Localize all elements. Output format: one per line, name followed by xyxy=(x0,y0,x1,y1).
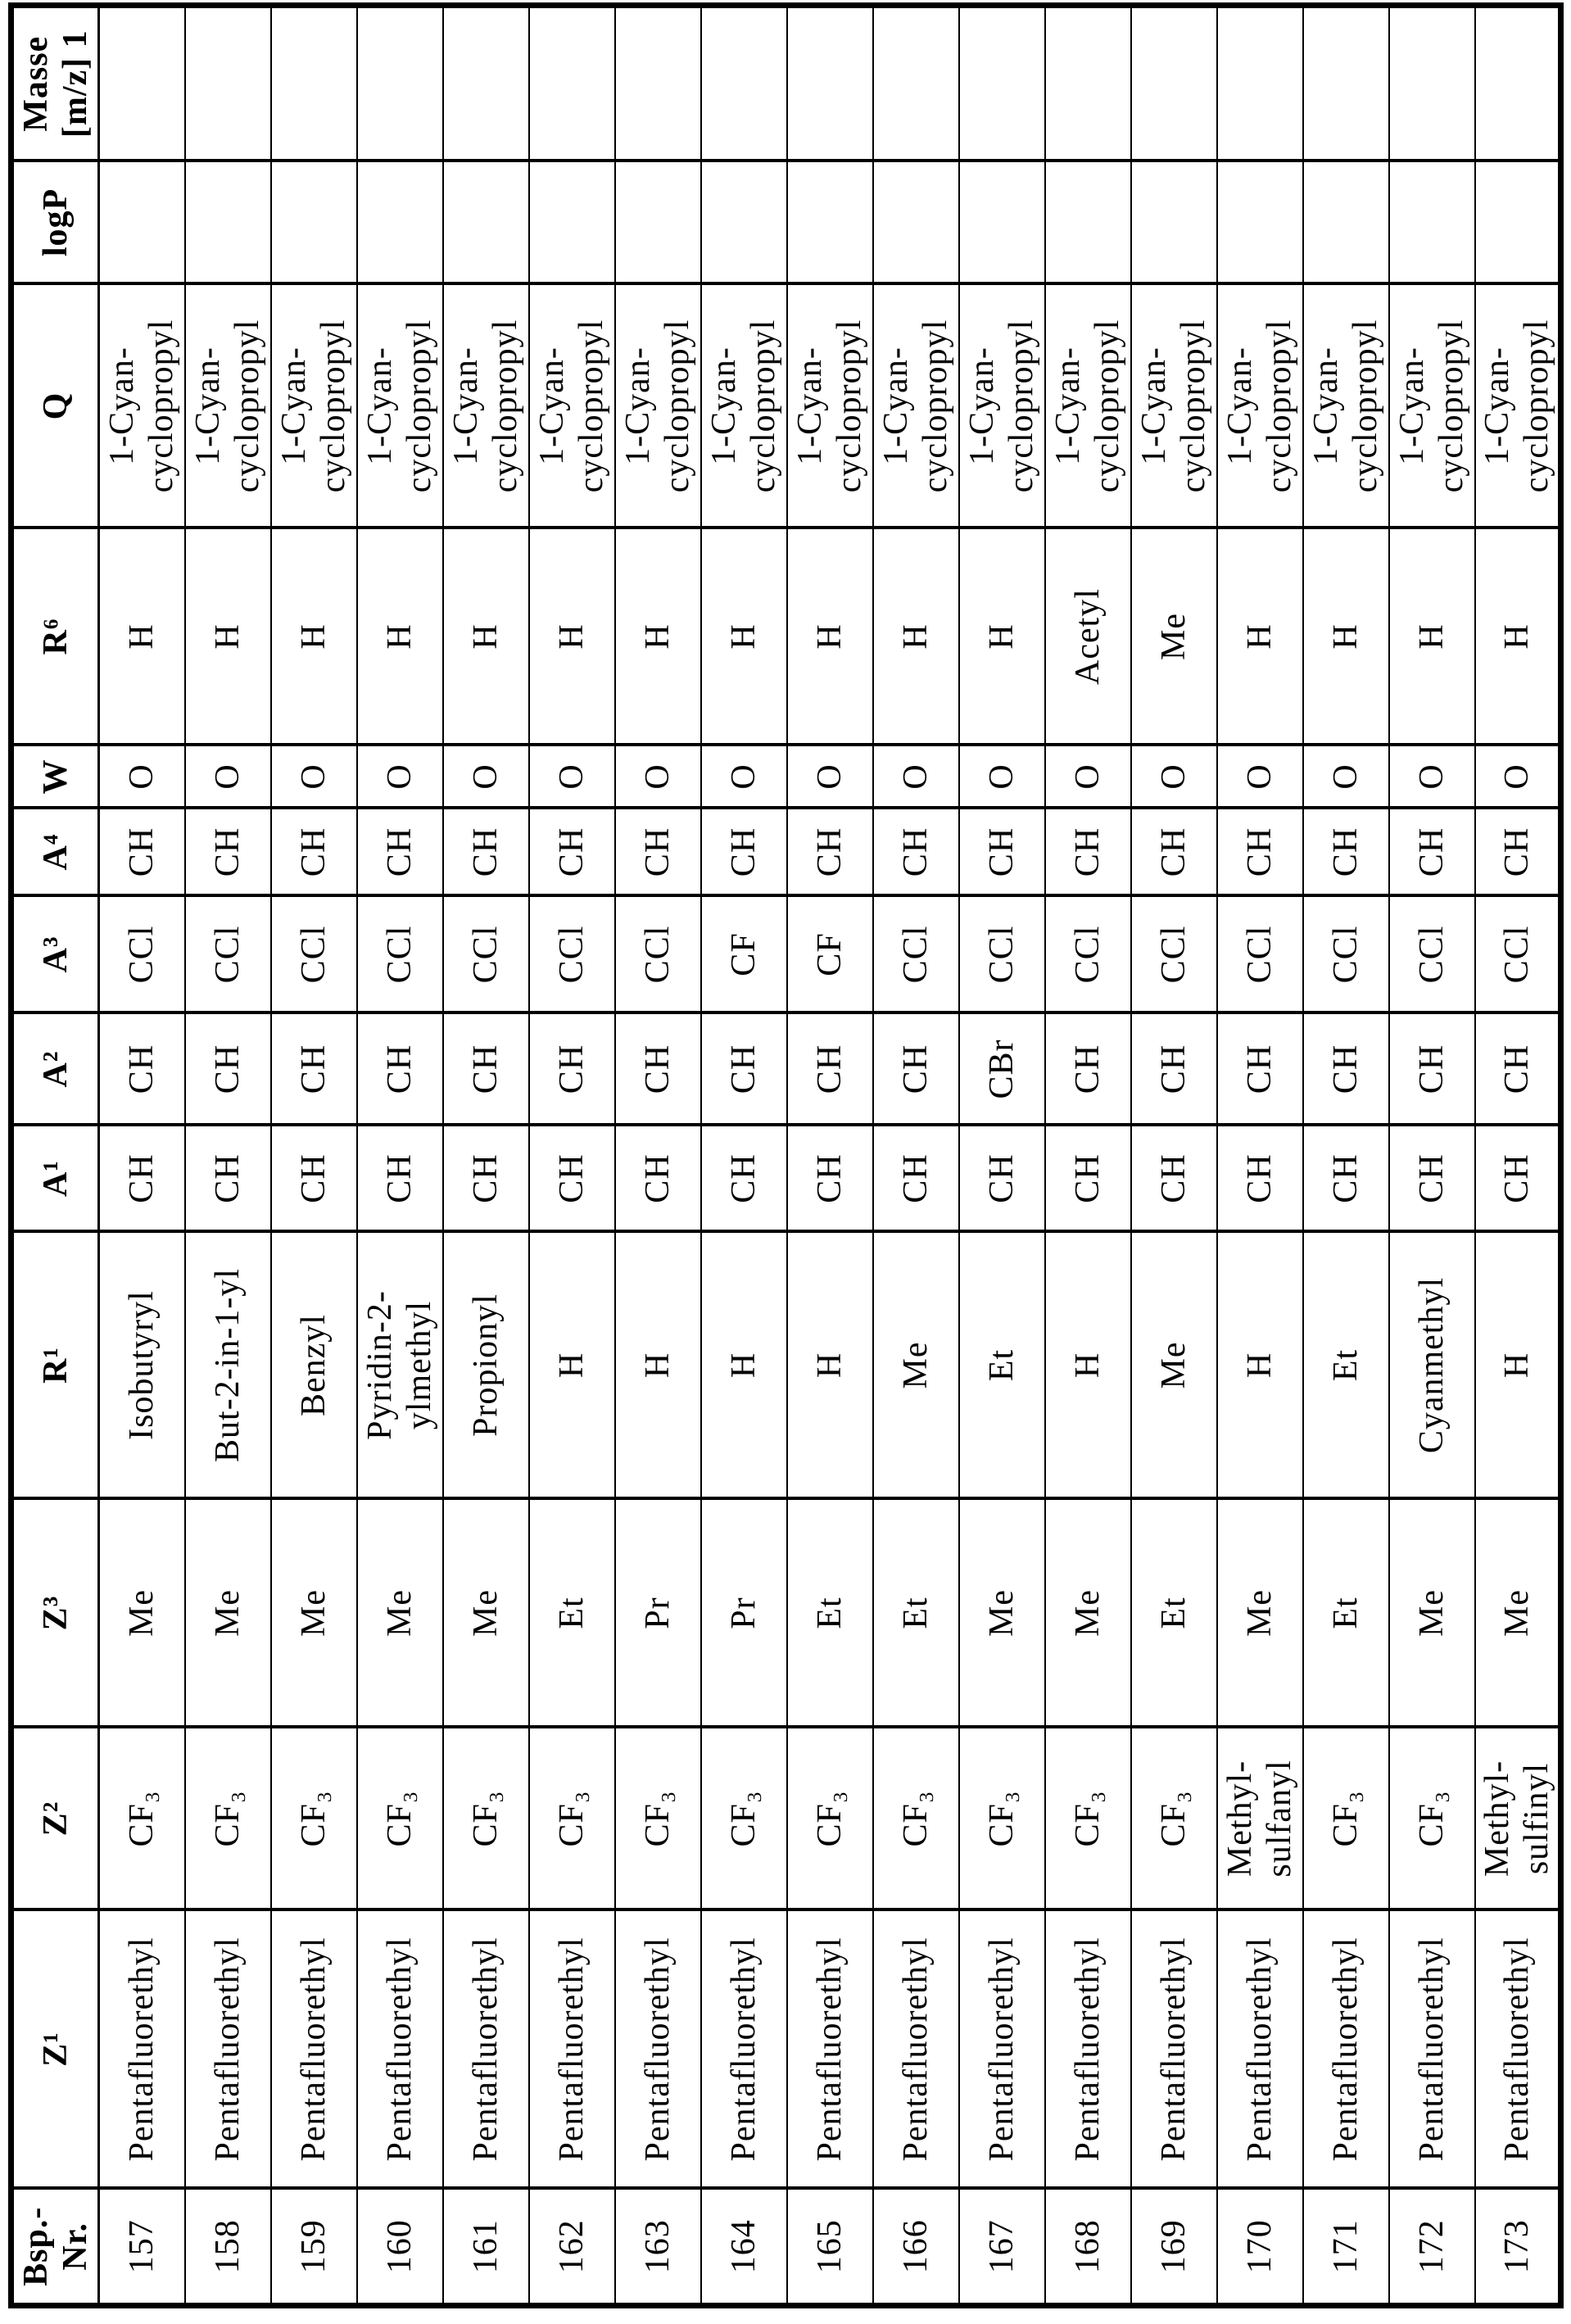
column-header-r6: R⁶ xyxy=(11,528,99,745)
cell-a3: CCl xyxy=(873,896,959,1013)
cell-a1: CH xyxy=(1389,1126,1475,1232)
cell-r1: H xyxy=(1217,1232,1303,1499)
cell-logp xyxy=(357,161,443,284)
cell-a3: CCl xyxy=(443,896,529,1013)
cell-r1: Benzyl xyxy=(271,1232,357,1499)
cell-a2: CH xyxy=(1303,1013,1389,1126)
cell-masse xyxy=(873,6,959,161)
cell-z2: CF₃ xyxy=(271,1728,357,1910)
column-header-z2: Z² xyxy=(11,1728,99,1910)
cell-a3: CCl xyxy=(99,896,185,1013)
cell-z3: Pr xyxy=(701,1499,787,1728)
cell-a2: CH xyxy=(443,1013,529,1126)
column-header-masse: Masse [m/z] 1 xyxy=(11,6,99,161)
cell-q: 1-Cyan- cyclopropyl xyxy=(959,284,1045,528)
cell-w: O xyxy=(959,745,1045,809)
cell-z3: Pr xyxy=(615,1499,701,1728)
cell-logp xyxy=(1303,161,1389,284)
cell-masse xyxy=(1045,6,1131,161)
cell-w: O xyxy=(271,745,357,809)
cell-a4: CH xyxy=(271,809,357,896)
column-header-a4: A⁴ xyxy=(11,809,99,896)
cell-a1: CH xyxy=(1217,1126,1303,1232)
cell-z2: CF₃ xyxy=(701,1728,787,1910)
cell-bsp: 157 xyxy=(99,2189,185,2306)
table-row xyxy=(615,6,701,2306)
cell-a2: CH xyxy=(185,1013,271,1126)
cell-a1: CH xyxy=(615,1126,701,1232)
table-row xyxy=(529,6,615,2306)
cell-q: 1-Cyan- cyclopropyl xyxy=(1045,284,1131,528)
cell-r6: H xyxy=(1303,528,1389,745)
cell-logp xyxy=(1045,161,1131,284)
cell-masse xyxy=(185,6,271,161)
cell-w: O xyxy=(615,745,701,809)
cell-q: 1-Cyan- cyclopropyl xyxy=(1475,284,1561,528)
cell-logp xyxy=(615,161,701,284)
cell-z2: CF₃ xyxy=(1131,1728,1217,1910)
cell-a2: CH xyxy=(701,1013,787,1126)
cell-r6: H xyxy=(271,528,357,745)
cell-a4: CH xyxy=(443,809,529,896)
cell-masse xyxy=(443,6,529,161)
cell-r1: H xyxy=(529,1232,615,1499)
header-row xyxy=(11,6,99,2306)
table-row xyxy=(1045,6,1131,2306)
cell-a2: CH xyxy=(271,1013,357,1126)
cell-z2: CF₃ xyxy=(99,1728,185,1910)
cell-a3: CCl xyxy=(615,896,701,1013)
cell-a1: CH xyxy=(787,1126,873,1232)
table-row xyxy=(959,6,1045,2306)
cell-z3: Me xyxy=(1475,1499,1561,1728)
table-row xyxy=(1475,6,1561,2306)
cell-z3: Et xyxy=(1303,1499,1389,1728)
cell-a3: CCl xyxy=(1131,896,1217,1013)
cell-z3: Me xyxy=(185,1499,271,1728)
column-header-a2: A² xyxy=(11,1013,99,1126)
cell-logp xyxy=(1131,161,1217,284)
cell-logp xyxy=(1217,161,1303,284)
cell-bsp: 164 xyxy=(701,2189,787,2306)
cell-r6: H xyxy=(443,528,529,745)
cell-r6: H xyxy=(615,528,701,745)
cell-r6: H xyxy=(873,528,959,745)
cell-z1: Pentafluorethyl xyxy=(99,1910,185,2189)
cell-w: O xyxy=(701,745,787,809)
cell-masse xyxy=(357,6,443,161)
table-row xyxy=(271,6,357,2306)
cell-bsp: 173 xyxy=(1475,2189,1561,2306)
cell-logp xyxy=(873,161,959,284)
cell-masse xyxy=(529,6,615,161)
cell-a4: CH xyxy=(873,809,959,896)
cell-z3: Et xyxy=(787,1499,873,1728)
cell-w: O xyxy=(873,745,959,809)
cell-logp xyxy=(787,161,873,284)
cell-a4: CH xyxy=(1303,809,1389,896)
cell-a3: CF xyxy=(787,896,873,1013)
cell-a3: CCl xyxy=(185,896,271,1013)
cell-z3: Et xyxy=(1131,1499,1217,1728)
cell-a3: CCl xyxy=(529,896,615,1013)
cell-r6: H xyxy=(1475,528,1561,745)
cell-a1: CH xyxy=(99,1126,185,1232)
cell-q: 1-Cyan- cyclopropyl xyxy=(787,284,873,528)
cell-a1: CH xyxy=(1045,1126,1131,1232)
compound-table xyxy=(8,2,1564,2308)
cell-z2: CF₃ xyxy=(1389,1728,1475,1910)
cell-a4: CH xyxy=(529,809,615,896)
cell-a2: CH xyxy=(99,1013,185,1126)
rotated-table-wrapper xyxy=(8,8,1563,2308)
cell-z1: Pentafluorethyl xyxy=(1131,1910,1217,2189)
table-row xyxy=(357,6,443,2306)
cell-r1: H xyxy=(615,1232,701,1499)
cell-r1: Pyridin-2- ylmethyl xyxy=(357,1232,443,1499)
cell-r1: Cyanmethyl xyxy=(1389,1232,1475,1499)
cell-r1: Et xyxy=(1303,1232,1389,1499)
cell-a3: CCl xyxy=(271,896,357,1013)
column-header-a1: A¹ xyxy=(11,1126,99,1232)
cell-r6: H xyxy=(1217,528,1303,745)
cell-bsp: 163 xyxy=(615,2189,701,2306)
cell-a3: CF xyxy=(701,896,787,1013)
cell-w: O xyxy=(99,745,185,809)
cell-q: 1-Cyan- cyclopropyl xyxy=(99,284,185,528)
cell-z1: Pentafluorethyl xyxy=(357,1910,443,2189)
cell-a1: CH xyxy=(185,1126,271,1232)
cell-q: 1-Cyan- cyclopropyl xyxy=(1217,284,1303,528)
cell-masse xyxy=(271,6,357,161)
cell-w: O xyxy=(1131,745,1217,809)
cell-z1: Pentafluorethyl xyxy=(1303,1910,1389,2189)
cell-q: 1-Cyan- cyclopropyl xyxy=(1131,284,1217,528)
cell-a4: CH xyxy=(1389,809,1475,896)
cell-z1: Pentafluorethyl xyxy=(873,1910,959,2189)
cell-z1: Pentafluorethyl xyxy=(1045,1910,1131,2189)
cell-r6: H xyxy=(701,528,787,745)
table-row xyxy=(873,6,959,2306)
cell-z3: Et xyxy=(873,1499,959,1728)
table-row xyxy=(185,6,271,2306)
cell-w: O xyxy=(1217,745,1303,809)
cell-a4: CH xyxy=(701,809,787,896)
cell-r1: Et xyxy=(959,1232,1045,1499)
cell-bsp: 161 xyxy=(443,2189,529,2306)
cell-w: O xyxy=(185,745,271,809)
cell-bsp: 167 xyxy=(959,2189,1045,2306)
cell-logp xyxy=(185,161,271,284)
cell-masse xyxy=(959,6,1045,161)
cell-w: O xyxy=(787,745,873,809)
cell-a4: CH xyxy=(959,809,1045,896)
cell-a4: CH xyxy=(185,809,271,896)
cell-z3: Et xyxy=(529,1499,615,1728)
cell-a4: CH xyxy=(1131,809,1217,896)
cell-z1: Pentafluorethyl xyxy=(1475,1910,1561,2189)
cell-a4: CH xyxy=(1475,809,1561,896)
cell-logp xyxy=(1389,161,1475,284)
cell-logp xyxy=(1475,161,1561,284)
cell-r6: H xyxy=(99,528,185,745)
cell-bsp: 168 xyxy=(1045,2189,1131,2306)
cell-logp xyxy=(701,161,787,284)
cell-bsp: 160 xyxy=(357,2189,443,2306)
cell-a3: CCl xyxy=(1045,896,1131,1013)
cell-a2: CH xyxy=(1045,1013,1131,1126)
table-row xyxy=(1389,6,1475,2306)
cell-a4: CH xyxy=(615,809,701,896)
column-header-w: W xyxy=(11,745,99,809)
cell-bsp: 162 xyxy=(529,2189,615,2306)
cell-a2: CBr xyxy=(959,1013,1045,1126)
cell-logp xyxy=(271,161,357,284)
cell-a1: CH xyxy=(357,1126,443,1232)
table-row xyxy=(1303,6,1389,2306)
cell-a4: CH xyxy=(357,809,443,896)
cell-masse xyxy=(615,6,701,161)
cell-z2: CF₃ xyxy=(185,1728,271,1910)
cell-a1: CH xyxy=(873,1126,959,1232)
cell-w: O xyxy=(1045,745,1131,809)
cell-r6: Me xyxy=(1131,528,1217,745)
cell-r1: H xyxy=(1045,1232,1131,1499)
cell-z2: CF₃ xyxy=(357,1728,443,1910)
cell-r1: Me xyxy=(1131,1232,1217,1499)
table-row xyxy=(1217,6,1303,2306)
cell-a2: CH xyxy=(873,1013,959,1126)
cell-r1: H xyxy=(787,1232,873,1499)
cell-r1: H xyxy=(1475,1232,1561,1499)
cell-a2: CH xyxy=(615,1013,701,1126)
cell-q: 1-Cyan- cyclopropyl xyxy=(271,284,357,528)
cell-q: 1-Cyan- cyclopropyl xyxy=(1303,284,1389,528)
cell-a2: CH xyxy=(529,1013,615,1126)
cell-z1: Pentafluorethyl xyxy=(615,1910,701,2189)
cell-a3: CCl xyxy=(959,896,1045,1013)
cell-r1: But-2-in-1-yl xyxy=(185,1232,271,1499)
cell-a2: CH xyxy=(1131,1013,1217,1126)
table-row xyxy=(443,6,529,2306)
cell-z3: Me xyxy=(959,1499,1045,1728)
cell-z1: Pentafluorethyl xyxy=(1389,1910,1475,2189)
cell-q: 1-Cyan- cyclopropyl xyxy=(529,284,615,528)
cell-logp xyxy=(529,161,615,284)
cell-a2: CH xyxy=(1389,1013,1475,1126)
cell-masse xyxy=(1475,6,1561,161)
cell-a2: CH xyxy=(787,1013,873,1126)
column-header-q: Q xyxy=(11,284,99,528)
cell-w: O xyxy=(1389,745,1475,809)
cell-q: 1-Cyan- cyclopropyl xyxy=(185,284,271,528)
cell-a1: CH xyxy=(1475,1126,1561,1232)
cell-z1: Pentafluorethyl xyxy=(959,1910,1045,2189)
cell-r1: Me xyxy=(873,1232,959,1499)
cell-r6: H xyxy=(959,528,1045,745)
cell-z2: CF₃ xyxy=(873,1728,959,1910)
cell-z2: CF₃ xyxy=(959,1728,1045,1910)
cell-r6: H xyxy=(357,528,443,745)
cell-q: 1-Cyan- cyclopropyl xyxy=(443,284,529,528)
cell-z3: Me xyxy=(357,1499,443,1728)
column-header-bsp: Bsp.- Nr. xyxy=(11,2189,99,2306)
cell-logp xyxy=(443,161,529,284)
cell-z3: Me xyxy=(1045,1499,1131,1728)
cell-w: O xyxy=(357,745,443,809)
cell-r6: H xyxy=(529,528,615,745)
cell-r1: Propionyl xyxy=(443,1232,529,1499)
cell-z1: Pentafluorethyl xyxy=(185,1910,271,2189)
cell-z2: CF₃ xyxy=(1045,1728,1131,1910)
cell-z1: Pentafluorethyl xyxy=(701,1910,787,2189)
cell-bsp: 158 xyxy=(185,2189,271,2306)
column-header-a3: A³ xyxy=(11,896,99,1013)
cell-masse xyxy=(701,6,787,161)
cell-z3: Me xyxy=(1389,1499,1475,1728)
column-header-r1: R¹ xyxy=(11,1232,99,1499)
cell-bsp: 172 xyxy=(1389,2189,1475,2306)
cell-bsp: 169 xyxy=(1131,2189,1217,2306)
cell-bsp: 159 xyxy=(271,2189,357,2306)
cell-a1: CH xyxy=(1131,1126,1217,1232)
cell-a3: CCl xyxy=(357,896,443,1013)
cell-q: 1-Cyan- cyclopropyl xyxy=(357,284,443,528)
cell-a4: CH xyxy=(787,809,873,896)
cell-a1: CH xyxy=(701,1126,787,1232)
cell-r1: Isobutyryl xyxy=(99,1232,185,1499)
cell-a1: CH xyxy=(271,1126,357,1232)
cell-a2: CH xyxy=(1217,1013,1303,1126)
cell-w: O xyxy=(1475,745,1561,809)
table-header xyxy=(11,6,99,2306)
cell-bsp: 170 xyxy=(1217,2189,1303,2306)
cell-a2: CH xyxy=(1475,1013,1561,1126)
cell-a1: CH xyxy=(529,1126,615,1232)
cell-bsp: 166 xyxy=(873,2189,959,2306)
cell-z2: CF₃ xyxy=(443,1728,529,1910)
cell-z3: Me xyxy=(1217,1499,1303,1728)
cell-bsp: 171 xyxy=(1303,2189,1389,2306)
cell-masse xyxy=(1303,6,1389,161)
table-row xyxy=(99,6,185,2306)
cell-a1: CH xyxy=(1303,1126,1389,1232)
cell-z1: Pentafluorethyl xyxy=(271,1910,357,2189)
cell-r6: H xyxy=(787,528,873,745)
cell-q: 1-Cyan- cyclopropyl xyxy=(873,284,959,528)
cell-z2: CF₃ xyxy=(529,1728,615,1910)
cell-masse xyxy=(1389,6,1475,161)
cell-z3: Me xyxy=(271,1499,357,1728)
cell-q: 1-Cyan- cyclopropyl xyxy=(701,284,787,528)
table-row xyxy=(701,6,787,2306)
cell-q: 1-Cyan- cyclopropyl xyxy=(1389,284,1475,528)
cell-z1: Pentafluorethyl xyxy=(443,1910,529,2189)
cell-z2: Methyl- sulfinyl xyxy=(1475,1728,1561,1910)
cell-masse xyxy=(787,6,873,161)
table-row xyxy=(1131,6,1217,2306)
cell-z1: Pentafluorethyl xyxy=(529,1910,615,2189)
cell-r6: H xyxy=(1389,528,1475,745)
cell-w: O xyxy=(1303,745,1389,809)
cell-z2: CF₃ xyxy=(1303,1728,1389,1910)
cell-z1: Pentafluorethyl xyxy=(1217,1910,1303,2189)
cell-z2: CF₃ xyxy=(615,1728,701,1910)
cell-q: 1-Cyan- cyclopropyl xyxy=(615,284,701,528)
cell-r1: H xyxy=(701,1232,787,1499)
cell-z3: Me xyxy=(99,1499,185,1728)
cell-masse xyxy=(1131,6,1217,161)
cell-z3: Me xyxy=(443,1499,529,1728)
cell-a4: CH xyxy=(1045,809,1131,896)
cell-w: O xyxy=(443,745,529,809)
cell-a3: CCl xyxy=(1303,896,1389,1013)
cell-masse xyxy=(1217,6,1303,161)
cell-bsp: 165 xyxy=(787,2189,873,2306)
cell-a1: CH xyxy=(443,1126,529,1232)
cell-z2: CF₃ xyxy=(787,1728,873,1910)
table-row xyxy=(787,6,873,2306)
cell-w: O xyxy=(529,745,615,809)
cell-a4: CH xyxy=(99,809,185,896)
cell-a2: CH xyxy=(357,1013,443,1126)
cell-a1: CH xyxy=(959,1126,1045,1232)
cell-a3: CCl xyxy=(1475,896,1561,1013)
table-body xyxy=(99,6,1561,2306)
cell-a3: CCl xyxy=(1389,896,1475,1013)
cell-r6: Acetyl xyxy=(1045,528,1131,745)
cell-z2: Methyl- sulfanyl xyxy=(1217,1728,1303,1910)
column-header-z3: Z³ xyxy=(11,1499,99,1728)
cell-r6: H xyxy=(185,528,271,745)
column-header-logp: logP xyxy=(11,161,99,284)
cell-logp xyxy=(99,161,185,284)
cell-z1: Pentafluorethyl xyxy=(787,1910,873,2189)
cell-a4: CH xyxy=(1217,809,1303,896)
cell-masse xyxy=(99,6,185,161)
column-header-z1: Z¹ xyxy=(11,1910,99,2189)
cell-a3: CCl xyxy=(1217,896,1303,1013)
cell-logp xyxy=(959,161,1045,284)
